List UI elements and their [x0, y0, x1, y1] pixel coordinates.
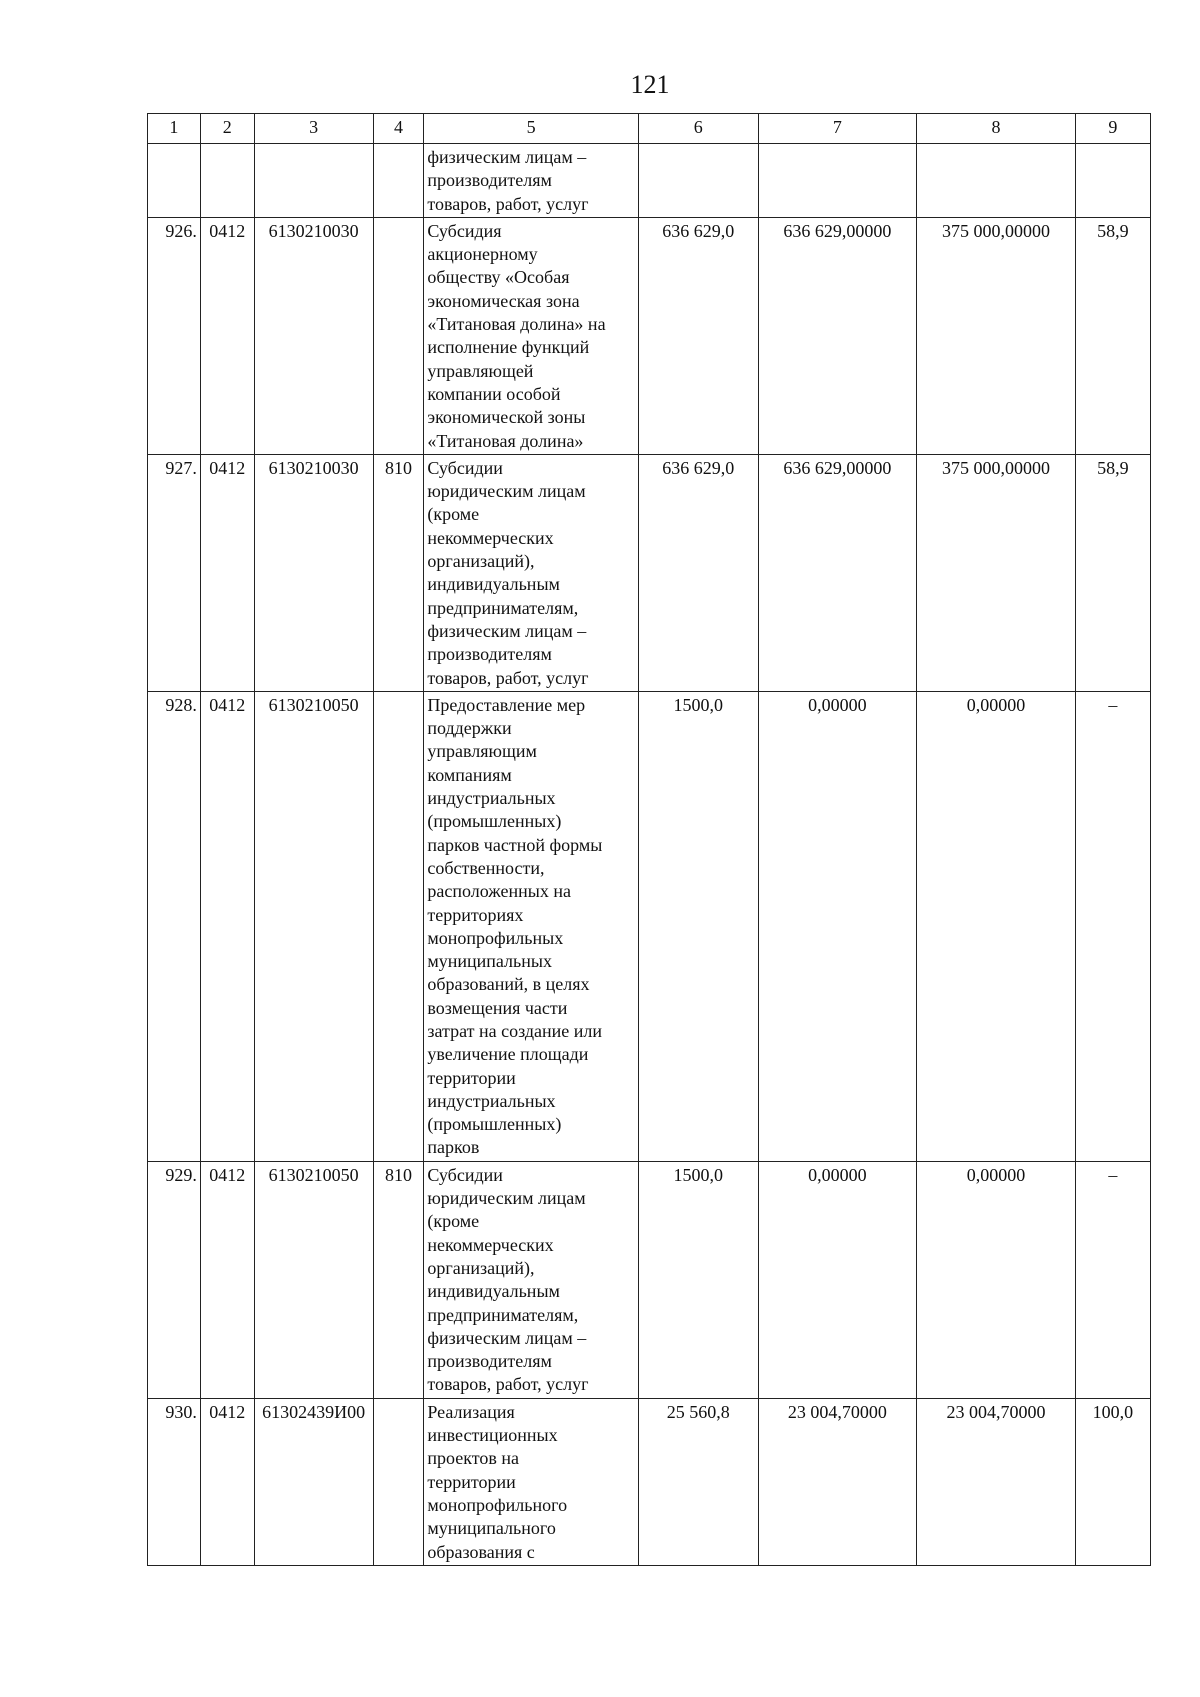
target-article-code: 6130210050: [254, 1161, 373, 1398]
table-row: [148, 217, 1151, 454]
refined-amount: 0,00000: [758, 1161, 917, 1398]
row-number: 926.: [148, 217, 201, 454]
row-number: [148, 144, 201, 218]
column-header-7: 7: [758, 114, 917, 144]
section-code: [200, 144, 254, 218]
plan-amount: 25 560,8: [638, 1398, 758, 1565]
target-article-code: 61302439И00: [254, 1398, 373, 1565]
item-description: Субсидии юридическим лицам (кроме некоммерческих организаций), индивидуальным предпринимателям, физическим лицам – производителям товаров, работ, услуг: [424, 1161, 638, 1398]
column-header-5: 5: [424, 114, 638, 144]
executed-amount: 0,00000: [917, 1161, 1076, 1398]
table-row: [148, 1398, 1151, 1565]
column-header-4: 4: [373, 114, 424, 144]
row-number: 928.: [148, 691, 201, 1161]
executed-amount: [917, 144, 1076, 218]
target-article-code: 6130210050: [254, 691, 373, 1161]
column-header-6: 6: [638, 114, 758, 144]
table-row: [148, 691, 1151, 1161]
table-row: [148, 454, 1151, 691]
target-article-code: 6130210030: [254, 454, 373, 691]
page-number: 121: [630, 70, 670, 99]
executed-amount: 0,00000: [917, 691, 1076, 1161]
expense-type-code: [373, 144, 424, 218]
budget-table: [147, 113, 1151, 1566]
column-header-1: 1: [148, 114, 201, 144]
execution-percent: 58,9: [1075, 454, 1150, 691]
target-article-code: [254, 144, 373, 218]
row-number: 927.: [148, 454, 201, 691]
column-header-8: 8: [917, 114, 1076, 144]
target-article-code: 6130210030: [254, 217, 373, 454]
row-number: 929.: [148, 1161, 201, 1398]
column-header-3: 3: [254, 114, 373, 144]
refined-amount: 636 629,00000: [758, 217, 917, 454]
table-row: [148, 1161, 1151, 1398]
section-code: 0412: [200, 1398, 254, 1565]
expense-type-code: 810: [373, 454, 424, 691]
execution-percent: –: [1075, 1161, 1150, 1398]
execution-percent: –: [1075, 691, 1150, 1161]
refined-amount: [758, 144, 917, 218]
section-code: 0412: [200, 691, 254, 1161]
expense-type-code: [373, 217, 424, 454]
plan-amount: 636 629,0: [638, 217, 758, 454]
table-row: [148, 144, 1151, 218]
section-code: 0412: [200, 454, 254, 691]
execution-percent: 100,0: [1075, 1398, 1150, 1565]
item-description: Субсидия акционерному обществу «Особая экономическая зона «Титановая долина» на исполнение функций управляющей компании особой экономической зоны «Титановая долина»: [424, 217, 638, 454]
section-code: 0412: [200, 1161, 254, 1398]
column-header-9: 9: [1075, 114, 1150, 144]
refined-amount: 0,00000: [758, 691, 917, 1161]
expense-type-code: [373, 1398, 424, 1565]
plan-amount: [638, 144, 758, 218]
refined-amount: 23 004,70000: [758, 1398, 917, 1565]
column-number-row: [148, 114, 1151, 144]
item-description: физическим лицам – производителям товаров, работ, услуг: [424, 144, 638, 218]
section-code: 0412: [200, 217, 254, 454]
column-header-2: 2: [200, 114, 254, 144]
execution-percent: [1075, 144, 1150, 218]
item-description: Реализация инвестиционных проектов на территории монопрофильного муниципального образования с: [424, 1398, 638, 1565]
plan-amount: 1500,0: [638, 691, 758, 1161]
row-number: 930.: [148, 1398, 201, 1565]
refined-amount: 636 629,00000: [758, 454, 917, 691]
executed-amount: 23 004,70000: [917, 1398, 1076, 1565]
item-description: Субсидии юридическим лицам (кроме некоммерческих организаций), индивидуальным предпринимателям, физическим лицам – производителям товаров, работ, услуг: [424, 454, 638, 691]
executed-amount: 375 000,00000: [917, 454, 1076, 691]
executed-amount: 375 000,00000: [917, 217, 1076, 454]
plan-amount: 1500,0: [638, 1161, 758, 1398]
plan-amount: 636 629,0: [638, 454, 758, 691]
item-description: Предоставление мер поддержки управляющим компаниям индустриальных (промышленных) парков частной формы собственности, расположенных на территориях монопрофильных муниципальных образований, в целях возмещения части затрат на создание или увеличение площади территории индустриальных (промышленных) парков: [424, 691, 638, 1161]
execution-percent: 58,9: [1075, 217, 1150, 454]
expense-type-code: [373, 691, 424, 1161]
expense-type-code: 810: [373, 1161, 424, 1398]
